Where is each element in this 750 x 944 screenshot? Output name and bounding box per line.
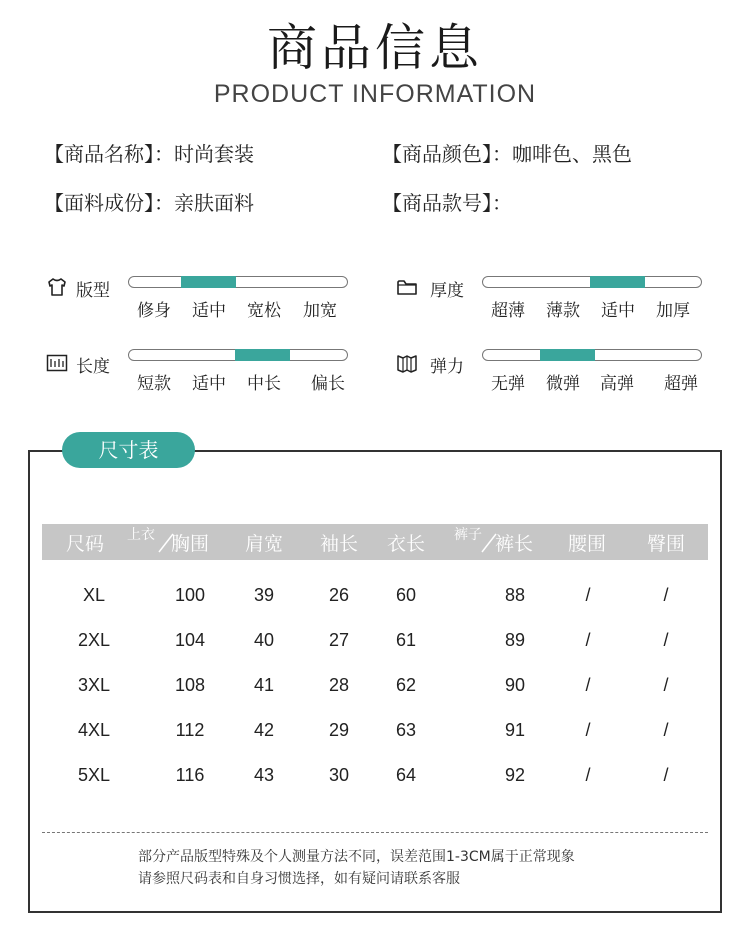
cell-sleeve: 26	[328, 585, 350, 605]
length-slider	[128, 349, 348, 361]
fabric-icon	[396, 352, 418, 374]
cell-pants-length: 90	[504, 675, 526, 695]
fit-slider	[128, 276, 348, 288]
cell-pants-length: 92	[504, 765, 526, 785]
cell-top-length: 62	[395, 675, 417, 695]
length-label: 长度	[76, 357, 110, 377]
elasticity-slider	[482, 349, 702, 361]
fit-option: 加宽	[303, 301, 337, 321]
length-option: 偏长	[311, 374, 345, 394]
product-style-no: 【商品款号】：	[382, 191, 512, 215]
cell-chest: 112	[175, 720, 205, 740]
header-top-group: 上衣	[127, 527, 155, 543]
length-slider-fill	[235, 349, 290, 361]
thickness-slider	[482, 276, 702, 288]
length-option: 中长	[247, 374, 281, 394]
cell-hip: /	[663, 720, 669, 740]
header-waist: 腰围	[567, 533, 607, 555]
page-subtitle: PRODUCT INFORMATION	[213, 80, 537, 108]
header-hip: 臀围	[646, 533, 686, 555]
cell-waist: /	[585, 630, 591, 650]
product-name: 【商品名称】：时尚套装	[44, 142, 254, 166]
elasticity-option: 高弹	[600, 374, 634, 394]
thickness-slider-fill	[590, 276, 645, 288]
cell-shoulder: 42	[253, 720, 275, 740]
folder-icon	[396, 276, 418, 298]
thickness-option: 超薄	[491, 301, 525, 321]
cell-top-length: 64	[395, 765, 417, 785]
header-shoulder: 肩宽	[244, 533, 284, 555]
fit-slider-fill	[181, 276, 236, 288]
note-line: 部分产品版型特殊及个人测量方法不同，误差范围1-3CM属于正常现象	[138, 849, 575, 865]
size-table-tab: 尺寸表	[62, 432, 195, 468]
cell-waist: /	[585, 585, 591, 605]
header-size: 尺码	[65, 533, 105, 555]
cell-sleeve: 29	[328, 720, 350, 740]
elasticity-option: 超弹	[664, 374, 698, 394]
cell-hip: /	[663, 765, 669, 785]
cell-chest: 104	[174, 630, 206, 650]
elasticity-slider-fill	[540, 349, 595, 361]
length-option: 适中	[192, 374, 226, 394]
elasticity-option: 微弹	[546, 374, 580, 394]
product-fabric: 【面料成份】：亲肤面料	[44, 191, 254, 215]
fit-option: 适中	[192, 301, 226, 321]
cell-top-length: 63	[395, 720, 417, 740]
cell-sleeve: 30	[328, 765, 350, 785]
fit-option: 宽松	[247, 301, 281, 321]
header-sleeve: 袖长	[319, 533, 359, 555]
cell-shoulder: 43	[253, 765, 275, 785]
cell-chest: 108	[174, 675, 206, 695]
cell-top-length: 61	[395, 630, 417, 650]
cell-shoulder: 41	[253, 675, 275, 695]
cell-chest: 100	[174, 585, 206, 605]
cell-top-length: 60	[395, 585, 417, 605]
page-title: 商品信息	[267, 19, 483, 77]
cell-sleeve: 28	[328, 675, 350, 695]
size-table-header	[42, 524, 708, 560]
divider	[42, 832, 708, 833]
elasticity-label: 弹力	[430, 357, 464, 377]
cell-pants-length: 91	[504, 720, 526, 740]
cell-size: 4XL	[77, 720, 111, 740]
cell-size: XL	[82, 585, 106, 605]
cell-waist: /	[585, 675, 591, 695]
cell-hip: /	[663, 630, 669, 650]
thickness-option: 薄款	[546, 301, 580, 321]
cell-pants-length: 88	[504, 585, 526, 605]
header-pants-length: 裤长	[494, 533, 534, 555]
cell-size: 2XL	[77, 630, 111, 650]
header-top-length: 衣长	[386, 533, 426, 555]
fit-label: 版型	[76, 281, 110, 301]
product-color: 【商品颜色】：咖啡色、黑色	[382, 142, 632, 166]
size-table-frame	[28, 450, 722, 913]
cell-hip: /	[663, 585, 669, 605]
fit-option: 修身	[137, 301, 171, 321]
thickness-option: 加厚	[656, 301, 690, 321]
tshirt-icon	[46, 276, 68, 298]
cell-pants-length: 89	[504, 630, 526, 650]
cell-size: 5XL	[77, 765, 111, 785]
cell-size: 3XL	[77, 675, 111, 695]
elasticity-option: 无弹	[491, 374, 525, 394]
header-chest: 胸围	[170, 533, 210, 555]
header-pants-group: 裤子	[454, 527, 482, 543]
ruler-icon	[46, 352, 68, 374]
cell-sleeve: 27	[328, 630, 350, 650]
note-line: 请参照尺码表和自身习惯选择，如有疑问请联系客服	[138, 871, 460, 887]
thickness-label: 厚度	[430, 281, 464, 301]
thickness-option: 适中	[601, 301, 635, 321]
cell-shoulder: 39	[253, 585, 275, 605]
cell-shoulder: 40	[253, 630, 275, 650]
cell-chest: 116	[175, 765, 205, 785]
length-option: 短款	[137, 374, 171, 394]
cell-waist: /	[585, 765, 591, 785]
cell-waist: /	[585, 720, 591, 740]
cell-hip: /	[663, 675, 669, 695]
